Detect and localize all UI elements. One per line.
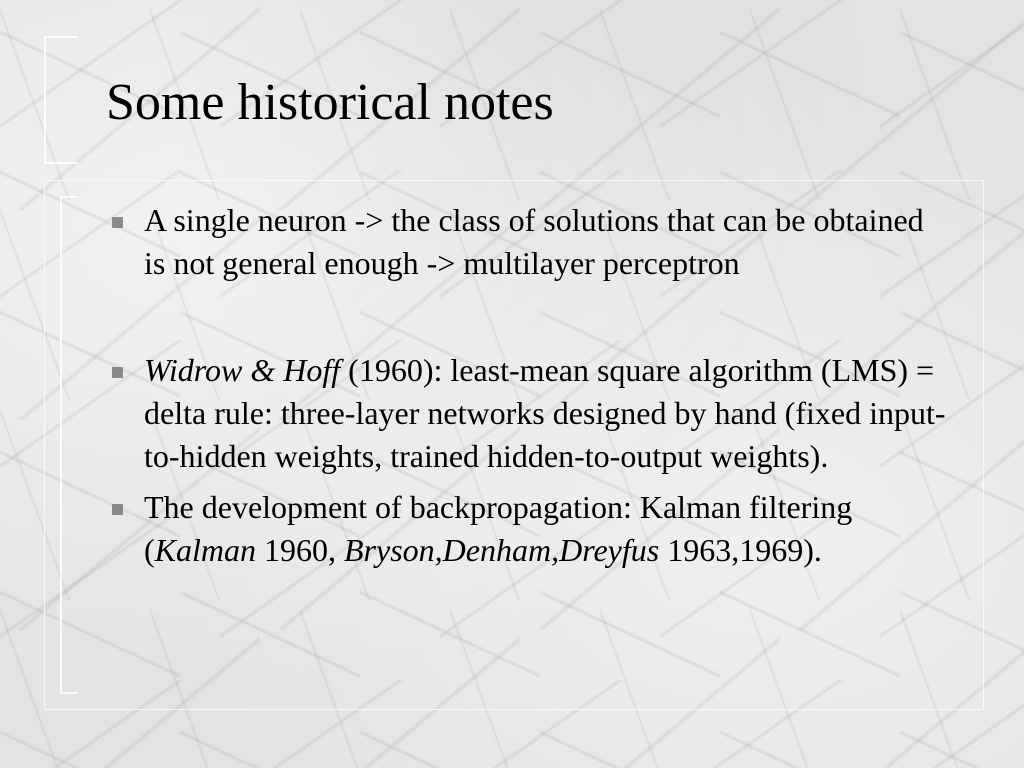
bullet-item-single-neuron xyxy=(106,199,946,285)
bullet-author: Kalman xyxy=(154,532,256,568)
title-frame-decoration xyxy=(44,36,78,164)
square-bullet-icon xyxy=(112,504,123,515)
bullet-text: The development of backpropagation: Kalman filtering ( xyxy=(144,489,853,568)
body-bracket-decoration xyxy=(60,196,78,694)
bullet-item-backpropagation xyxy=(106,486,946,572)
bullet-text: (1960): least-mean square algorithm (LMS) = delta rule: three-layer networks designed by hand (fixed input-to-hidden weights, trained hidden-to-output weights). xyxy=(144,352,946,474)
bullet-text: 1960, xyxy=(256,532,344,568)
bullet-author: Widrow & Hoff xyxy=(144,352,341,388)
bullet-text: A single neuron -> the class of solutions that can be obtained is not general enough -> multilayer perceptron xyxy=(144,202,924,281)
bullet-author: Bryson,Denham,Dreyfus xyxy=(344,532,660,568)
bullet-text: 1963,1969). xyxy=(659,532,822,568)
bullet-list xyxy=(106,199,946,572)
slide-title: Some historical notes xyxy=(106,74,554,131)
bullet-item-widrow-hoff xyxy=(106,349,946,478)
square-bullet-icon xyxy=(112,217,123,228)
square-bullet-icon xyxy=(112,367,123,378)
